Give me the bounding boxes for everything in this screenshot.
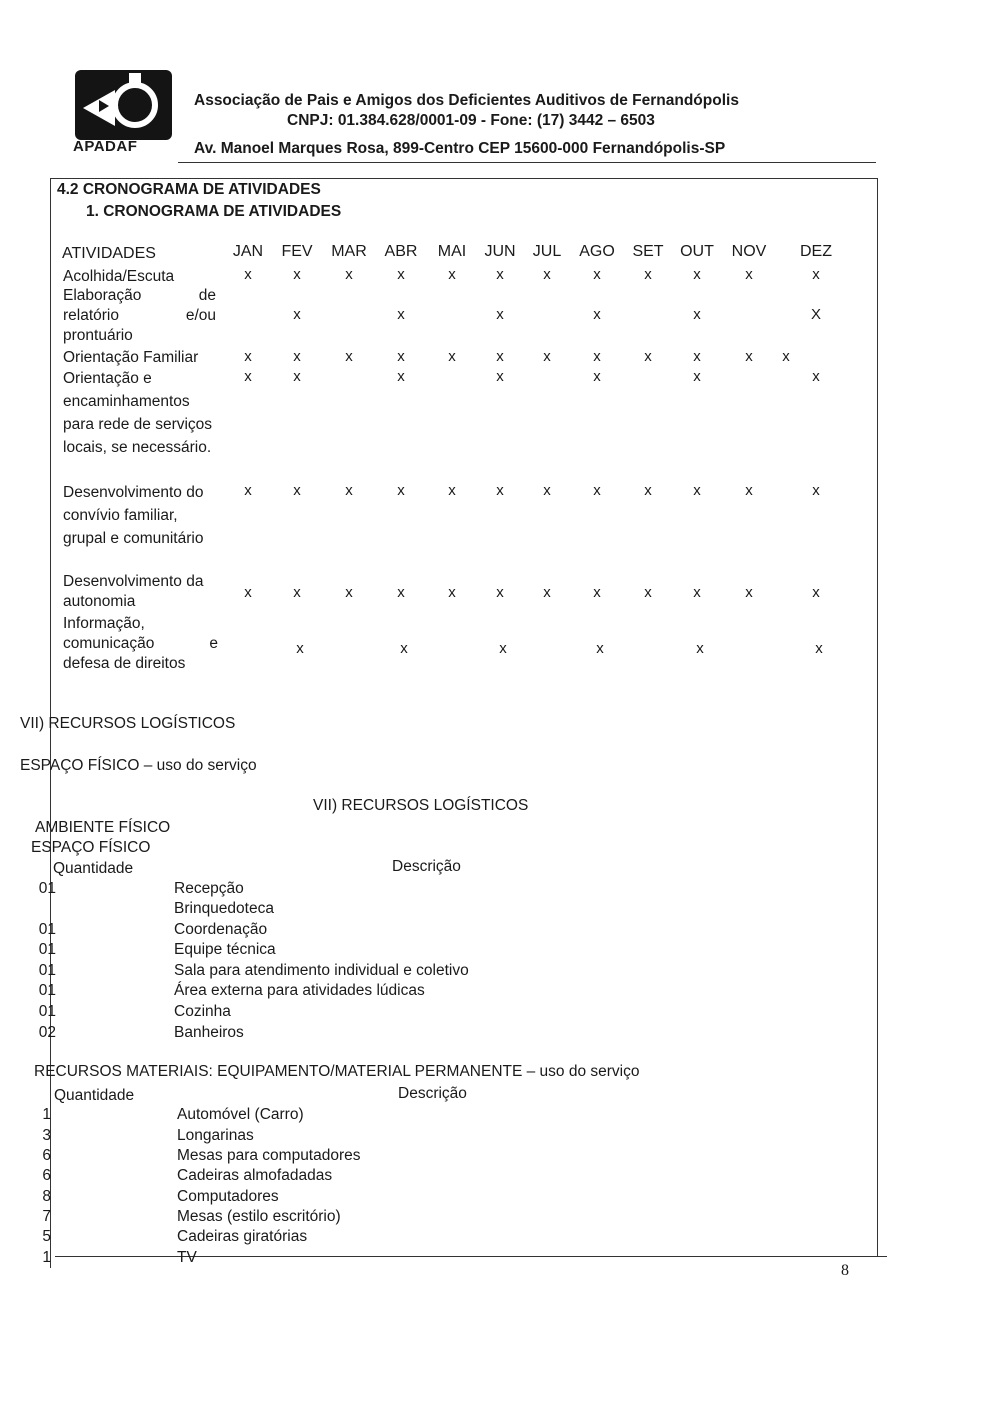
frame-top-border [50,178,877,179]
materials-description-header: Descrição [398,1085,467,1102]
cnpj-line: CNPJ: 01.384.628/0001-09 - Fone: (17) 3442 – 6503 [287,112,655,129]
material-description: Longarinas [177,1127,254,1144]
month-header: JUL [532,243,562,260]
month-header: OUT [680,243,714,260]
activity-label: Orientação Familiar [63,349,199,366]
month-header: SET [632,243,664,260]
schedule-mark: x [543,348,551,365]
schedule-mark: x [745,348,753,365]
header-divider [178,162,876,163]
material-quantity: 5 [42,1228,51,1245]
schedule-mark: x [293,482,301,499]
schedule-mark: x [812,266,820,283]
logistics-heading: VII) RECURSOS LOGÍSTICOS [20,715,236,732]
schedule-mark: x [293,348,301,365]
activity-label: Desenvolvimento da autonomia [63,573,204,610]
schedule-mark: x [812,584,820,601]
material-quantity: 3 [42,1127,51,1144]
material-quantity: 1 [42,1249,51,1266]
schedule-mark: x [293,306,301,323]
material-quantity: 1 [42,1106,51,1123]
space-quantity: 01 [38,962,56,979]
logo-wordmark: APADAF [73,138,138,155]
schedule-mark: x [496,482,504,499]
schedule-mark: x [293,266,301,283]
schedule-mark: x [293,584,301,601]
schedule-mark: x [644,584,652,601]
schedule-mark: x [244,348,252,365]
schedule-mark: x [812,482,820,499]
month-header: MAI [437,243,467,260]
ear-logo-icon [75,70,172,140]
schedule-mark: x [693,348,701,365]
schedule-mark: x [693,368,701,385]
schedule-mark: x [644,266,652,283]
space-quantity: 01 [38,880,56,897]
space-description: Equipe técnica [174,941,276,958]
schedule-mark: x [244,482,252,499]
schedule-subtitle: 1. CRONOGRAMA DE ATIVIDADES [86,203,342,220]
schedule-mark: x [543,266,551,283]
material-description: Computadores [177,1188,279,1205]
material-quantity: 7 [42,1208,51,1225]
section-title: 4.2 CRONOGRAMA DE ATIVIDADES [57,181,321,198]
schedule-mark: x [244,368,252,385]
schedule-mark: x [593,368,601,385]
schedule-mark: x [345,348,353,365]
schedule-mark: x [693,482,701,499]
schedule-mark: X [810,306,821,323]
activity-label: Desenvolvimento do convívio familiar, grupal e comunitário [63,484,204,547]
activities-column-header: ATIVIDADES [62,245,156,262]
schedule-mark: x [745,266,753,283]
schedule-mark: x [397,368,405,385]
space-quantity: 01 [38,1003,56,1020]
page-number: 8 [841,1262,849,1279]
material-description: Mesas (estilo escritório) [177,1208,341,1225]
schedule-mark: x [593,584,601,601]
schedule-mark: x [345,584,353,601]
material-description: Automóvel (Carro) [177,1106,304,1123]
material-description: Cadeiras giratórias [177,1228,308,1245]
schedule-mark: x [244,584,252,601]
space-description: Sala para atendimento individual e coletivo [174,962,469,979]
schedule-mark: x [296,640,304,657]
apadaf-logo [75,70,172,140]
material-quantity: 8 [42,1188,51,1205]
activity-label: Orientação e encaminhamentos para rede de serviços locais, se necessário. [63,370,213,456]
schedule-mark: x [745,584,753,601]
schedule-mark: x [543,482,551,499]
month-header: AGO [579,243,615,260]
activity-label: Acolhida/Escuta [63,268,175,285]
schedule-mark: x [596,640,604,657]
schedule-mark: x [696,640,704,657]
address-line: Av. Manoel Marques Rosa, 899-Centro CEP 15600-000 Fernandópolis-SP [194,140,726,157]
space-description: Recepção [174,880,244,897]
schedule-mark: x [397,266,405,283]
space-description: Área externa para atividades lúdicas [174,982,425,999]
logistics-heading-centered: VII) RECURSOS LOGÍSTICOS [313,797,529,814]
schedule-mark: x [815,640,823,657]
schedule-mark: x [397,482,405,499]
description-header: Descrição [392,858,461,875]
material-description: Mesas para computadores [177,1147,361,1164]
schedule-mark: x [593,348,601,365]
schedule-mark: x [644,482,652,499]
schedule-mark: x [812,368,820,385]
schedule-mark: x [496,348,504,365]
month-header: FEV [281,243,313,260]
schedule-mark: x [345,266,353,283]
schedule-mark: x [745,482,753,499]
schedule-mark: x [448,348,456,365]
space-quantity: 01 [38,941,56,958]
material-description: Cadeiras almofadadas [177,1167,333,1184]
month-header: NOV [731,243,767,260]
schedule-mark: x [496,266,504,283]
space-description: Banheiros [174,1024,244,1041]
schedule-mark: x [345,482,353,499]
schedule-mark: x [782,348,790,365]
org-name: Associação de Pais e Amigos dos Deficientes Auditivos de Fernandópolis [194,92,739,109]
month-header: JUN [484,243,516,260]
schedule-mark: x [593,266,601,283]
material-quantity: 6 [42,1167,51,1184]
space-quantity: 02 [38,1024,56,1041]
schedule-mark: x [496,306,504,323]
month-header: MAR [331,243,367,260]
schedule-mark: x [693,306,701,323]
schedule-mark: x [448,266,456,283]
month-header: DEZ [800,243,832,260]
schedule-mark: x [499,640,507,657]
space-description: Coordenação [174,921,268,938]
physical-environment-label: AMBIENTE FÍSICO [35,819,171,836]
schedule-mark: x [543,584,551,601]
frame-right-border [877,178,878,1256]
month-header: JAN [232,243,264,260]
schedule-mark: x [496,368,504,385]
activity-label: Informação, comunicação e defesa de direitos [63,615,218,672]
schedule-mark: x [693,266,701,283]
space-description: Brinquedoteca [174,900,274,917]
quantity-header: Quantidade [53,860,134,877]
materials-heading: RECURSOS MATERIAIS: EQUIPAMENTO/MATERIAL PERMANENTE – uso do serviço [34,1063,640,1080]
schedule-mark: x [448,584,456,601]
physical-space-heading: ESPAÇO FÍSICO – uso do serviço [20,757,257,774]
schedule-mark: x [397,348,405,365]
schedule-mark: x [693,584,701,601]
schedule-mark: x [244,266,252,283]
materials-quantity-header: Quantidade [54,1087,135,1104]
schedule-mark: x [644,348,652,365]
schedule-mark: x [496,584,504,601]
material-description: TV [177,1249,197,1266]
schedule-mark: x [593,482,601,499]
activity-label: Elaboração de relatório e/ou prontuário [63,287,216,344]
space-description: Cozinha [174,1003,231,1020]
space-quantity: 01 [38,982,56,999]
month-header: ABR [384,243,418,260]
physical-space-label: ESPAÇO FÍSICO [31,839,151,856]
schedule-mark: x [400,640,408,657]
material-quantity: 6 [42,1147,51,1164]
schedule-mark: x [397,306,405,323]
schedule-mark: x [397,584,405,601]
space-quantity: 01 [38,921,56,938]
schedule-mark: x [448,482,456,499]
schedule-mark: x [293,368,301,385]
schedule-mark: x [593,306,601,323]
